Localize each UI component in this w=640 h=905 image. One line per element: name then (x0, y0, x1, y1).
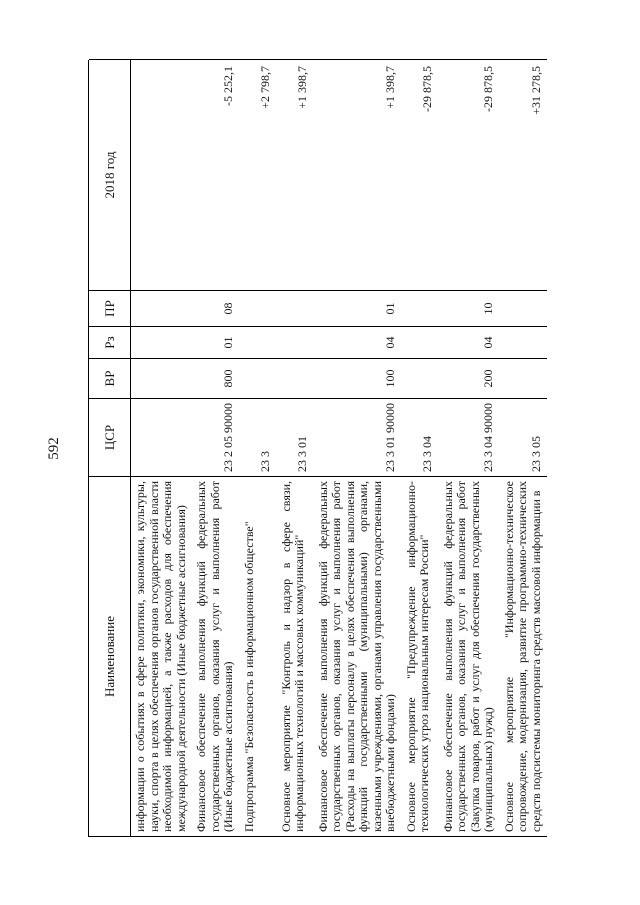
row-vr (240, 358, 277, 398)
row-vr (402, 358, 439, 398)
row-rz (277, 326, 314, 358)
row-rz (131, 326, 192, 358)
row-name: Финансовое обеспечение выполнения функций федеральных государственных органов, оказания услуг и выполнения работ (Иные бюджетные ассигнования) (192, 476, 240, 836)
column-header-name: Наименование (89, 476, 131, 836)
row-csr: 23 3 05 (500, 398, 548, 476)
row-csr: 23 3 01 (277, 398, 314, 476)
row-vr: 200 (439, 358, 500, 398)
page-number: 592 (46, 437, 62, 460)
row-rz: 04 (439, 326, 500, 358)
row-name: информации о событиях в сфере политики, экономики, культуры, науки, спорта в целях обеспечения органов государственной власти необходимой информацией, а также расходов для обеспечения международной деятельности (Иные бюджетные ассигнования) (131, 476, 192, 836)
row-value: +31 278,5 (500, 59, 548, 290)
row-csr: 23 2 05 90000 (192, 398, 240, 476)
row-rz (402, 326, 439, 358)
row-name: Финансовое обеспечение выполнения функций федеральных государственных органов, оказания услуг и выполнения работ (Закупка товаров, работ и услуг для обеспечения государственных (муниципальных) нужд) (439, 476, 500, 836)
column-header-vr: ВР (89, 358, 131, 398)
row-value: -5 252,1 (192, 59, 240, 290)
row-vr (131, 358, 192, 398)
row-value: +1 398,7 (277, 59, 314, 290)
column-header-csr: ЦСР (89, 398, 131, 476)
row-csr: 23 3 01 90000 (314, 398, 402, 476)
row-pr (277, 290, 314, 326)
row-value: +2 798,7 (240, 59, 277, 290)
row-name: Основное мероприятие "Информационно-техническое сопровождение, модернизация, развитие программно-технических средств подсистемы мониторинга средств массовой информации в (500, 476, 548, 836)
row-csr: 23 3 (240, 398, 277, 476)
row-name: Финансовое обеспечение выполнения функций федеральных государственных органов, оказания услуг и выполнения работ (Расходы на выплаты персоналу в целях обеспечения выполнения функций государственными (муниципальными) органами, казенными учреждениями, органами управления государственными внебюджетными фондами) (314, 476, 402, 836)
row-pr: 08 (192, 290, 240, 326)
row-vr: 100 (314, 358, 402, 398)
row-pr (402, 290, 439, 326)
row-csr: 23 3 04 90000 (439, 398, 500, 476)
row-csr (131, 398, 192, 476)
row-value: -29 878,5 (439, 59, 500, 290)
column-header-rz: Рз (89, 326, 131, 358)
row-name: Основное мероприятие "Предупреждение информационно-технологических угроз национальным интересам России" (402, 476, 439, 836)
row-vr (277, 358, 314, 398)
row-value (131, 59, 192, 290)
budget-table (88, 60, 547, 837)
row-rz: 04 (314, 326, 402, 358)
row-pr: 01 (314, 290, 402, 326)
row-pr: 10 (439, 290, 500, 326)
row-vr: 800 (192, 358, 240, 398)
row-name: Подпрограмма "Безопасность в информационном обществе" (240, 476, 277, 836)
row-rz (240, 326, 277, 358)
row-rz: 01 (192, 326, 240, 358)
rotated-page (46, 60, 635, 837)
row-pr (240, 290, 277, 326)
row-csr: 23 3 04 (402, 398, 439, 476)
row-value: +1 398,7 (314, 59, 402, 290)
row-rz (500, 326, 548, 358)
column-header-2018: 2018 год (89, 59, 131, 290)
row-pr (131, 290, 192, 326)
row-vr (500, 358, 548, 398)
row-value: -29 878,5 (402, 59, 439, 290)
row-pr (500, 290, 548, 326)
column-header-pr: ПР (89, 290, 131, 326)
row-name: Основное мероприятие "Контроль и надзор в сфере связи, информационных технологий и массовых коммуникаций" (277, 476, 314, 836)
